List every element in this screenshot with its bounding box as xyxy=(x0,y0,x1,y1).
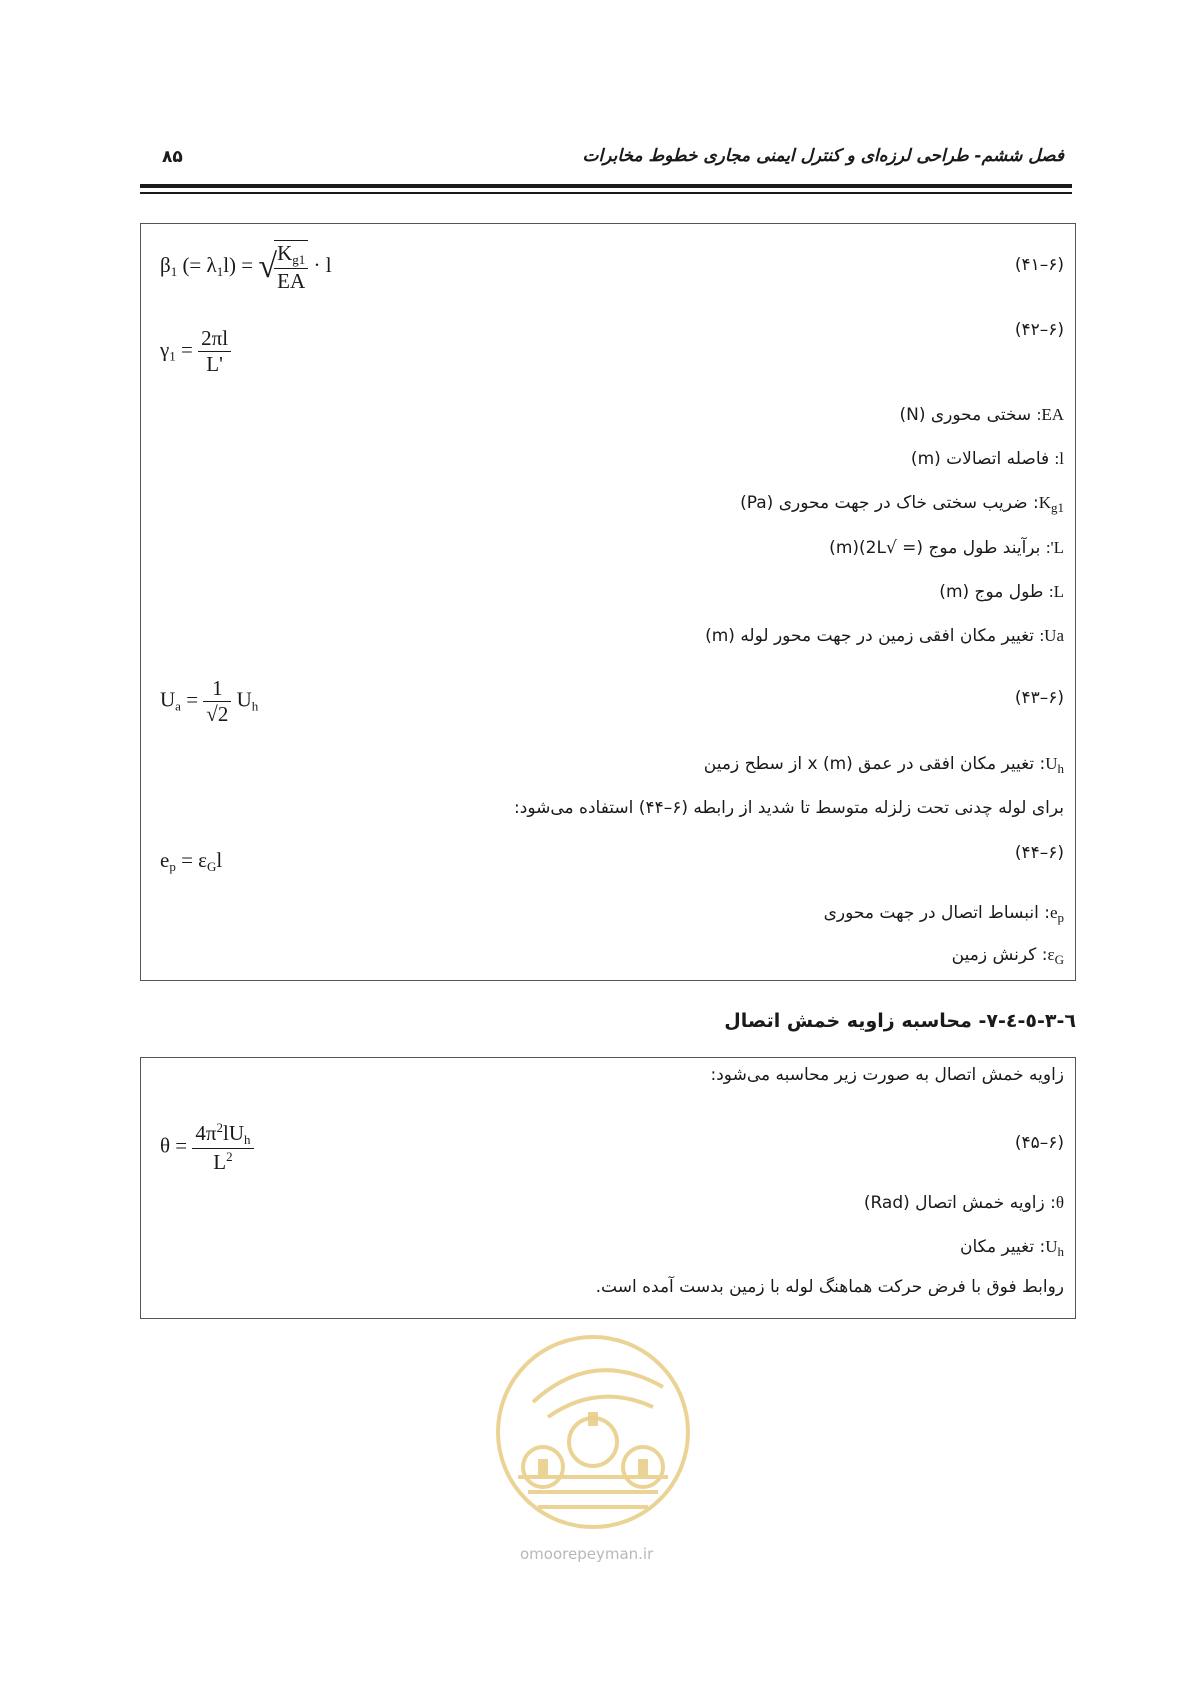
equation-number-43: (۴۳–۶) xyxy=(1014,688,1064,708)
watermark-logo xyxy=(488,1327,698,1537)
equations-box-1 xyxy=(140,223,1076,981)
equation-41: $\beta_1$ (= $\lambda_1l$) = √ $\frac{K_{g1}}{EA}$ · l xyxy=(160,241,332,293)
page-number: ۸۵ xyxy=(162,147,183,167)
equation-42: $\gamma_1$ = $\frac{2\pi l}{L'}$ xyxy=(160,326,231,377)
equation-number-44: (۴۴–۶) xyxy=(1014,843,1064,863)
definition-l: l: فاصله اتصالات (m) xyxy=(910,449,1064,469)
equation-45: θ = $\frac{4\pi^2lU_h}{L^2}$ xyxy=(160,1120,254,1175)
watermark-url: omoorepeyman.ir xyxy=(520,1545,654,1563)
definition-ep: $e_p$: انبساط اتصال در جهت محوری xyxy=(823,903,1064,925)
paragraph-cast-iron: برای لوله چدنی تحت زلزله متوسط تا شدید از رابطه (۶–۴۴) استفاده می‌شود: xyxy=(514,798,1064,818)
definition-theta: θ: زاویه خمش اتصال (Rad) xyxy=(863,1193,1064,1213)
definition-wavelength: L: طول موج (m) xyxy=(939,582,1064,602)
closing-note: روابط فوق با فرض حرکت هماهنگ لوله با زمین بدست آمده است. xyxy=(595,1277,1064,1297)
bending-angle-intro: زاویه خمش اتصال به صورت زیر محاسبه می‌شود: xyxy=(710,1065,1064,1085)
definition-uh-2: $U_h$: تغییر مکان xyxy=(959,1237,1064,1259)
equation-number-45: (۴۵–۶) xyxy=(1014,1133,1064,1153)
equation-number-42: (۴۲–۶) xyxy=(1014,320,1064,340)
definition-uh: $U_h$: تغییر مکان افقی در عمق x (m) از سطح زمین xyxy=(703,754,1064,776)
definition-kg1: $K_{g1}$: ضریب سختی خاک در جهت محوری (Pa) xyxy=(740,493,1064,515)
equation-number-41: (۴۱–۶) xyxy=(1014,255,1064,275)
section-heading: ٦-٣-٥-٤-٧- محاسبه زاویه خمش اتصال xyxy=(724,1010,1076,1032)
definition-ea: EA: سختی محوری (N) xyxy=(899,405,1064,425)
header-rule-thick xyxy=(140,184,1072,188)
equation-44: $e_p = \varepsilon_Gl$ xyxy=(160,848,223,874)
header-rule-thin xyxy=(140,192,1072,194)
definition-ua: Ua: تغییر مکان افقی زمین در جهت محور لوله (m) xyxy=(705,626,1064,646)
sqrt-symbol: √ xyxy=(258,248,278,285)
equation-43: $U_a$ = $\frac{1}{√2}$ $U_h$ xyxy=(160,676,259,726)
definition-epsilon-g: $\varepsilon_G$: کرنش زمین xyxy=(951,945,1064,967)
definition-l-prime: L': برآیند طول موج (= √2L)(m) xyxy=(829,538,1064,558)
chapter-title: فصل ششم- طراحی لرزه‌ای و کنترل ایمنی مجاری خطوط مخابرات xyxy=(582,146,1064,166)
gear-logo-icon xyxy=(488,1327,698,1537)
